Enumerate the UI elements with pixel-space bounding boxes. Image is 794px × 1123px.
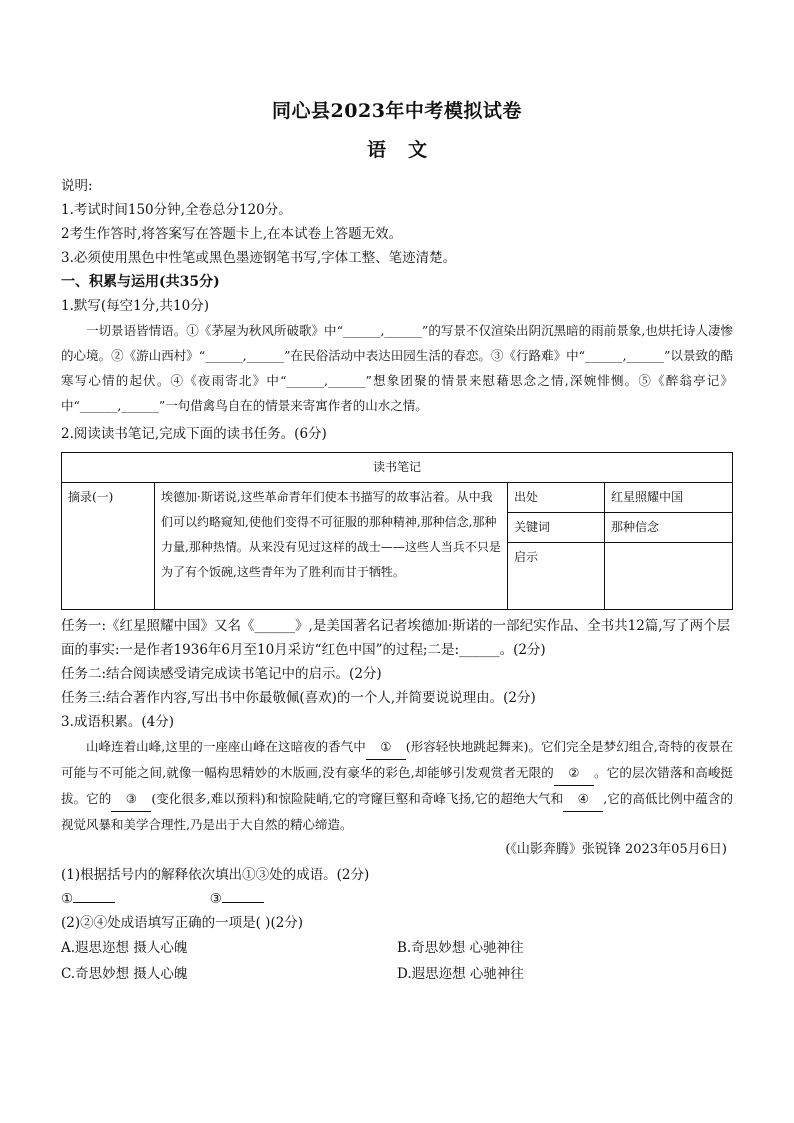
field-label: 启示 [508,543,605,610]
task-1: 任务一:《红星照耀中国》又名《______》,是美国著名记者埃德加·斯诺的一部纪实作品、全书共12篇,写了两个层面的事实:一是作者1936年6月至10月采访“红色中国”的过程;二是:______。(2分) [61,618,731,658]
option-b[interactable]: B.奇思妙想 心驰神往 [397,940,524,956]
question-3-stem: 3.成语积累。(4分) [61,714,175,730]
options-row [61,961,733,987]
passage-text: (变化很多,难以预料)和惊险陡峭,它的穹窿巨壑和奇峰飞扬,它的超绝大气和 [151,791,564,806]
options-row [61,935,733,961]
option-c[interactable]: C.奇思妙想 摄人心魄 [61,966,188,982]
subject-title: 语文 [366,139,449,161]
blank-4[interactable]: ④ [563,786,603,812]
question-3-passage [61,734,733,837]
reading-notes-table [61,452,733,610]
answer-blank-1[interactable] [73,888,115,903]
excerpt-text: 埃德加·斯诺说,这些革命青年们使本书描写的故事沾着。从中我们可以约略窥知,使他们变得不可征服的那种精神,那种信念,那种力量,那种热情。从来没有见过这样的战士——这些人当兵不只是为了有个饭碗,这些青年为了胜利而甘于牺牲。 [155,483,508,610]
passage-source: (《山影奔腾》张锐锋 2023年05月6日) [505,842,727,857]
field-value: 红星照耀中国 [605,483,733,513]
blank-label: ③ [209,891,222,907]
passage-text: (形容轻快地跳起舞来)。它们完全是梦幻组合,奇特的夜景在可能与不可能之间,就像一幅构思精妙的木版画,没有豪华的彩色,却能够引发观赏者无限的 [61,739,733,780]
sub-question-1-blanks [61,887,733,911]
instruction-item: 1.考试时间150分钟,全卷总分120分。 [61,202,292,218]
field-label: 出处 [508,483,605,513]
option-a[interactable]: A.遐思迩想 摄人心魄 [61,940,188,956]
excerpt-label: 摘录(一) [62,483,155,610]
instructions [61,174,733,270]
instruction-item: 2考生作答时,将答案写在答题卡上,在本试卷上答题无效。 [61,226,403,242]
passage-text: ,它的高低比例中蕴含的视觉风暴和美学合理性,乃是出于大自然的精心缔造。 [61,791,733,832]
section-heading: 一、积累与运用(共35分) [61,274,220,290]
blank-3[interactable]: ③ [111,786,151,812]
exam-title: 同心县2023年中考模拟试卷 [272,100,522,122]
blank-1[interactable]: ① [366,734,406,760]
question-1-stem: 1.默写(每空1分,共10分) [61,298,209,314]
option-d[interactable]: D.遐思迩想 心驰神往 [397,966,524,982]
question-2-stem: 2.阅读读书笔记,完成下面的读书任务。(6分) [61,426,327,442]
task-3: 任务三:结合著作内容,写出书中你最敬佩(喜欢)的一个人,并简要说说理由。(2分) [61,690,536,706]
sub-question-2: (2)②④处成语填写正确的一项是( )(2分) [61,915,304,931]
answer-blank-3[interactable] [222,888,264,903]
task-2: 任务二:结合阅读感受请完成读书笔记中的启示。(2分) [61,666,382,682]
question-1-text: 一切景语皆情语。①《茅屋为秋风所破歌》中“______,______”的写景不仅渲染出阴沉黑暗的雨前景象,也烘托诗人凄惨的心境。②《游山西村》“______,______”在民俗活动中表达田园生活的春恋。③《行路难》中“______,______”以景致的酷寒写心情的起伏。④《夜雨寄北》中“______,______”想象团聚的情景来慰藉思念之情,深婉悱恻。⑤《醉翁亭记》中“______,______”一句借禽鸟自在的情景来寄寓作者的山水之情。 [61,323,733,413]
passage-text: 山峰连着山峰,这里的一座座山峰在这暗夜的香气中 [86,739,366,754]
blank-label: ① [61,891,74,907]
field-value: 那种信念 [605,513,733,543]
passage-text: 。它的层次错落和高峻挺拔。它的 [61,765,733,806]
inspiration-answer-box[interactable] [605,543,733,610]
instructions-label: 说明: [61,178,93,194]
field-label: 关键词 [508,513,605,543]
reading-notes-header: 读书笔记 [62,453,733,483]
instruction-item: 3.必须使用黑色中性笔或黑色墨迹钢笔书写,字体工整、笔迹清楚。 [61,250,457,266]
sub-question-1: (1)根据括号内的解释依次填出①③处的成语。(2分) [61,867,370,883]
blank-2[interactable]: ② [554,760,594,786]
